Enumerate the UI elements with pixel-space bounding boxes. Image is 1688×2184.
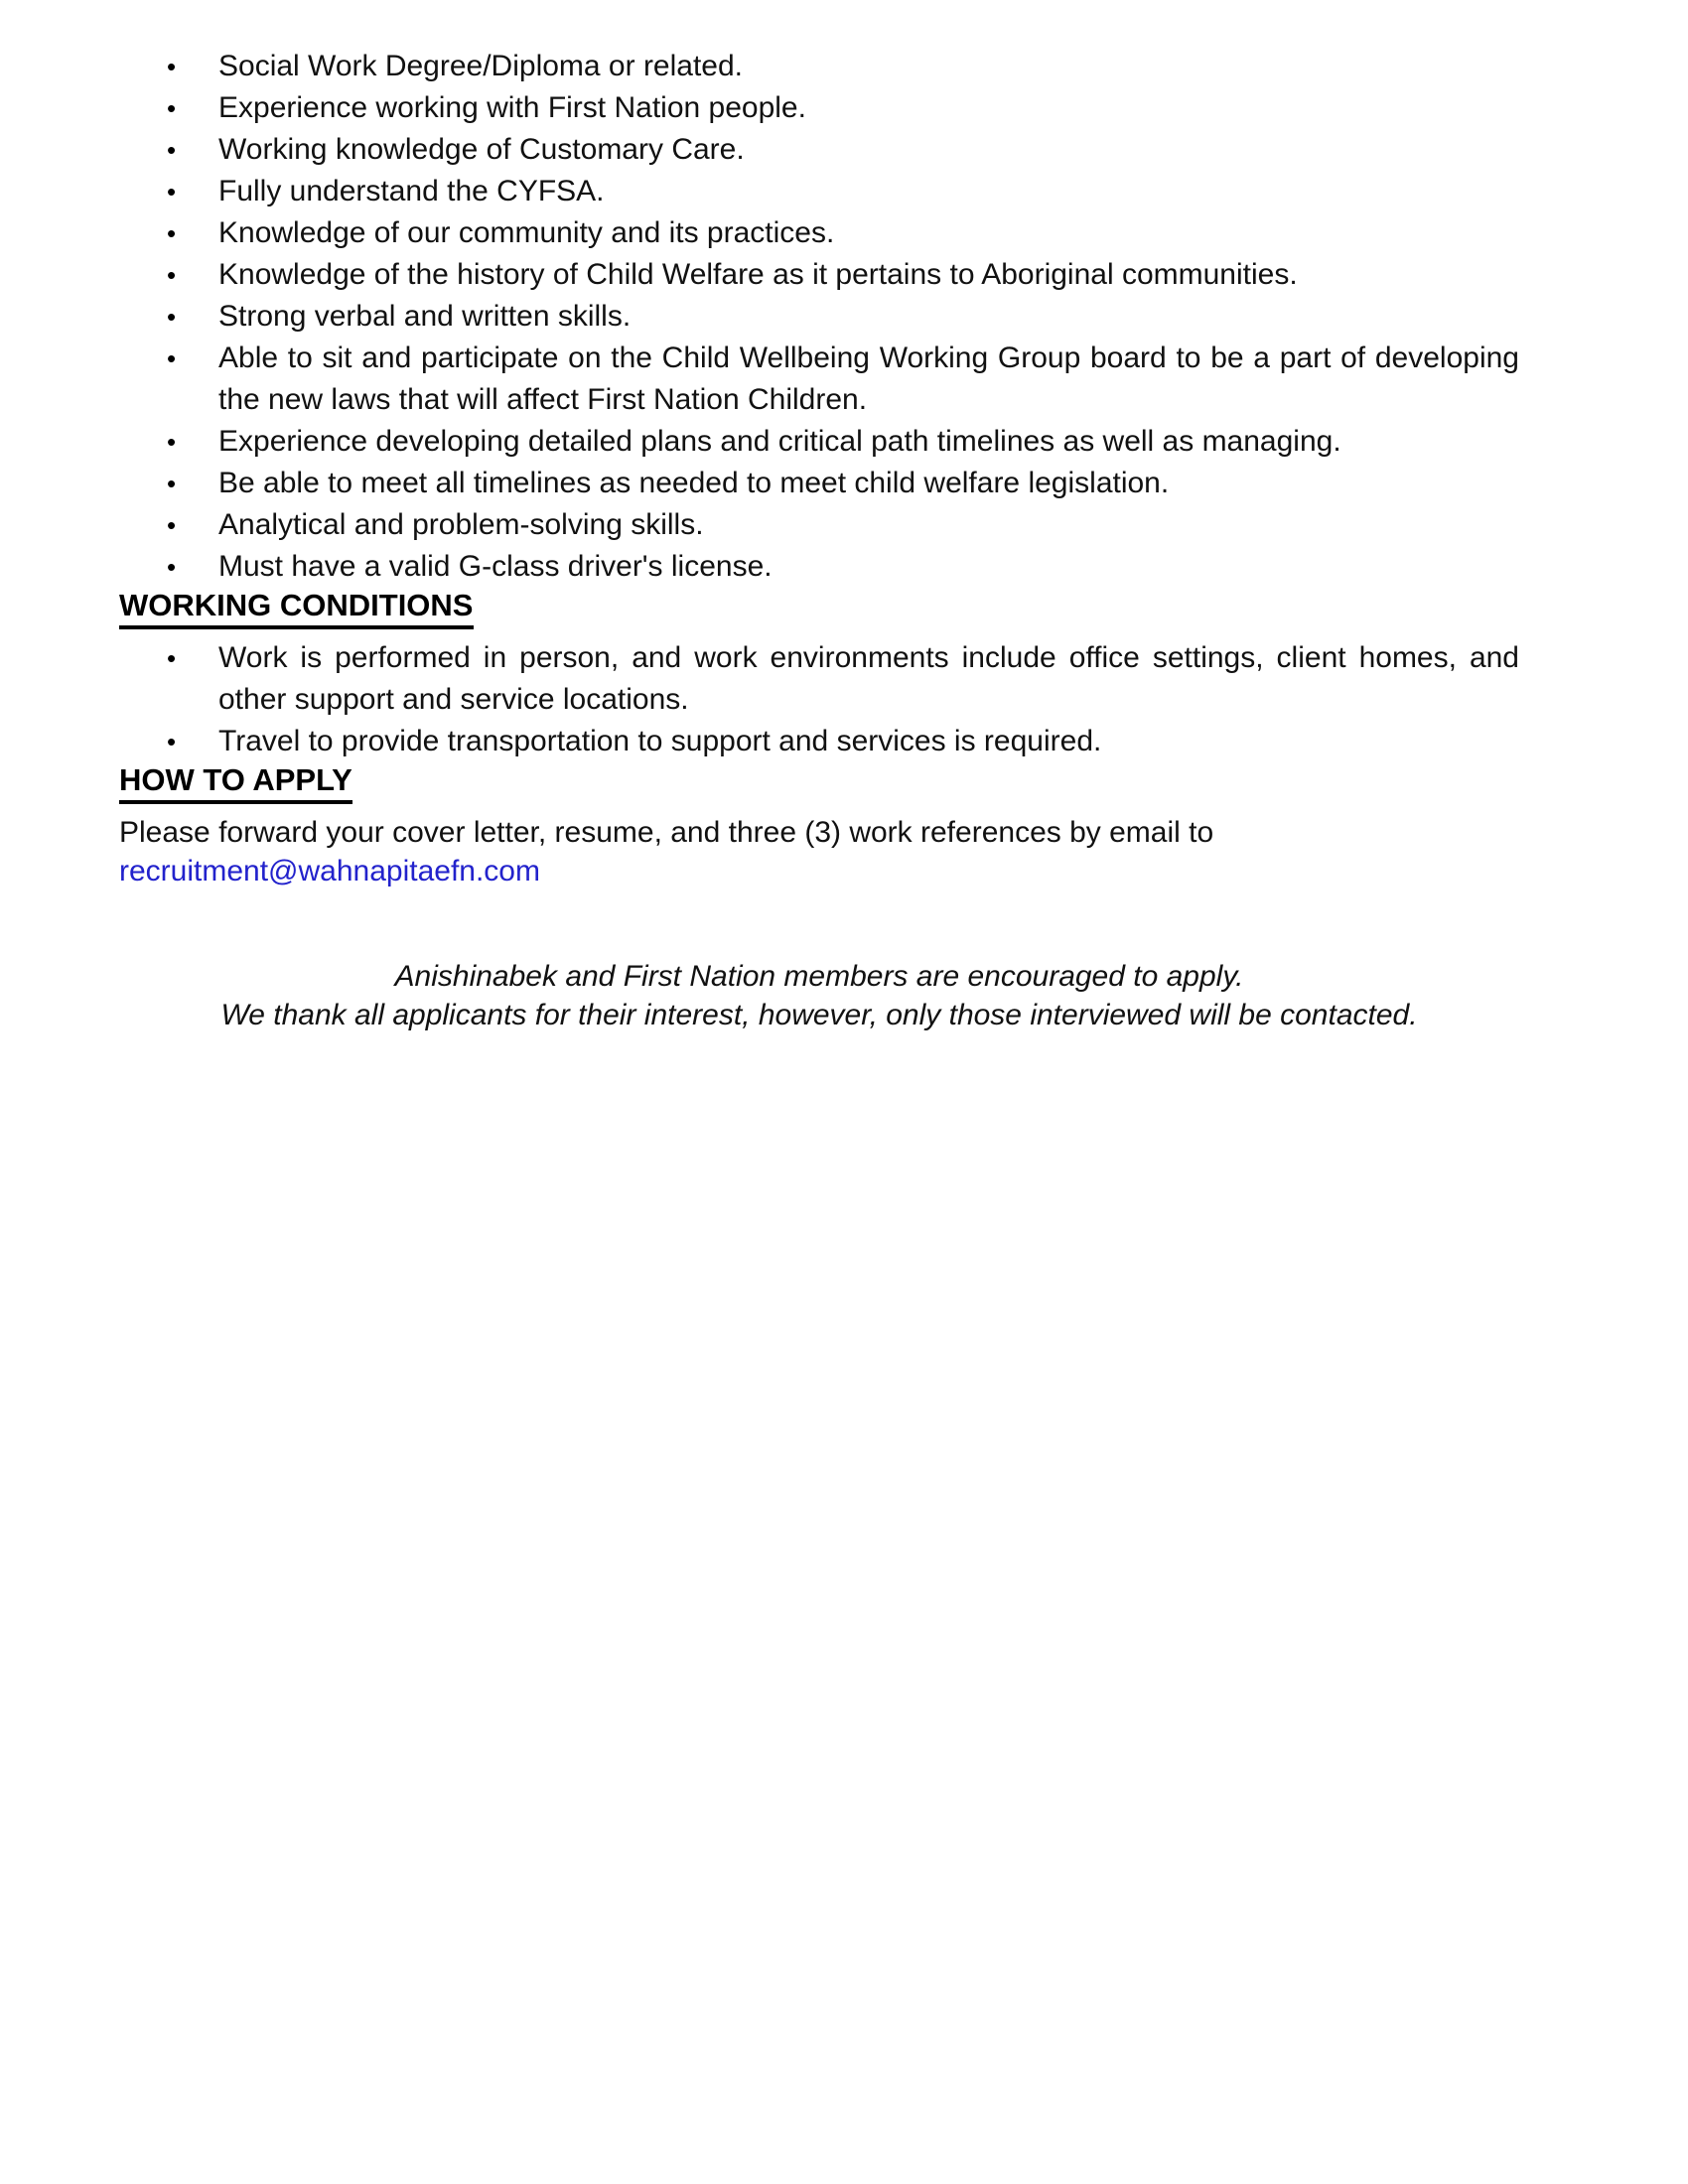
working-conditions-heading: WORKING CONDITIONS [119,588,1519,629]
footer-line-encouraged: Anishinabek and First Nation members are encouraged to apply. [394,960,1244,993]
list-item [119,254,1519,296]
list-item [119,338,1519,421]
list-item [119,546,1519,588]
list-item [119,637,1519,721]
bullet-icon: • [167,52,177,81]
footer-line-contacted: We thank all applicants for their interest, however, only those interviewed will be contacted. [220,999,1418,1031]
list-item-text: Analytical and problem-solving skills. [218,508,704,541]
working-conditions-list [119,637,1519,762]
list-item [119,212,1519,254]
how-to-apply-heading: HOW TO APPLY [119,762,1519,804]
bullet-icon: • [167,343,177,373]
list-item-text: Experience developing detailed plans and critical path timelines as well as managing. [218,425,1341,458]
list-item-text: Fully understand the CYFSA. [218,175,605,207]
bullet-icon: • [167,727,177,756]
list-item [119,171,1519,212]
list-item [119,46,1519,87]
apply-instructions: Please forward your cover letter, resume, and three (3) work references by email to [119,816,1214,849]
list-item-text: Must have a valid G-class driver's license. [218,550,773,583]
bullet-icon: • [167,93,177,123]
list-item [119,421,1519,463]
list-item-text: Working knowledge of Customary Care. [218,133,745,166]
list-item [119,87,1519,129]
list-item-text: Able to sit and participate on the Child Wellbeing Working Group board to be a part of developing the new laws that will affect First Nation Children. [218,341,1519,416]
bullet-icon: • [167,469,177,498]
list-item [119,463,1519,504]
list-item [119,504,1519,546]
bullet-icon: • [167,135,177,165]
list-item-text: Travel to provide transportation to support and services is required. [218,725,1102,757]
bullet-icon: • [167,643,177,673]
footer-note [119,957,1519,1034]
bullet-icon: • [167,177,177,206]
list-item-text: Knowledge of our community and its practices. [218,216,835,249]
list-item-text: Strong verbal and written skills. [218,300,632,333]
bullet-icon: • [167,218,177,248]
bullet-icon: • [167,302,177,332]
list-item-text: Social Work Degree/Diploma or related. [218,50,744,82]
apply-email-line [119,852,1519,891]
qualifications-list [119,46,1519,588]
bullet-icon: • [167,510,177,540]
list-item [119,296,1519,338]
list-item-text: Work is performed in person, and work environments include office settings, client homes, and other support and service locations. [218,641,1519,716]
bullet-icon: • [167,552,177,582]
list-item-text: Experience working with First Nation people. [218,91,806,124]
recruitment-email-link[interactable]: recruitment@wahnapitaefn.com [119,855,540,887]
list-item-text: Knowledge of the history of Child Welfare as it pertains to Aboriginal communities. [218,258,1298,291]
list-item [119,129,1519,171]
bullet-icon: • [167,427,177,457]
list-item-text: Be able to meet all timelines as needed to meet child welfare legislation. [218,467,1170,499]
list-item [119,721,1519,762]
bullet-icon: • [167,260,177,290]
